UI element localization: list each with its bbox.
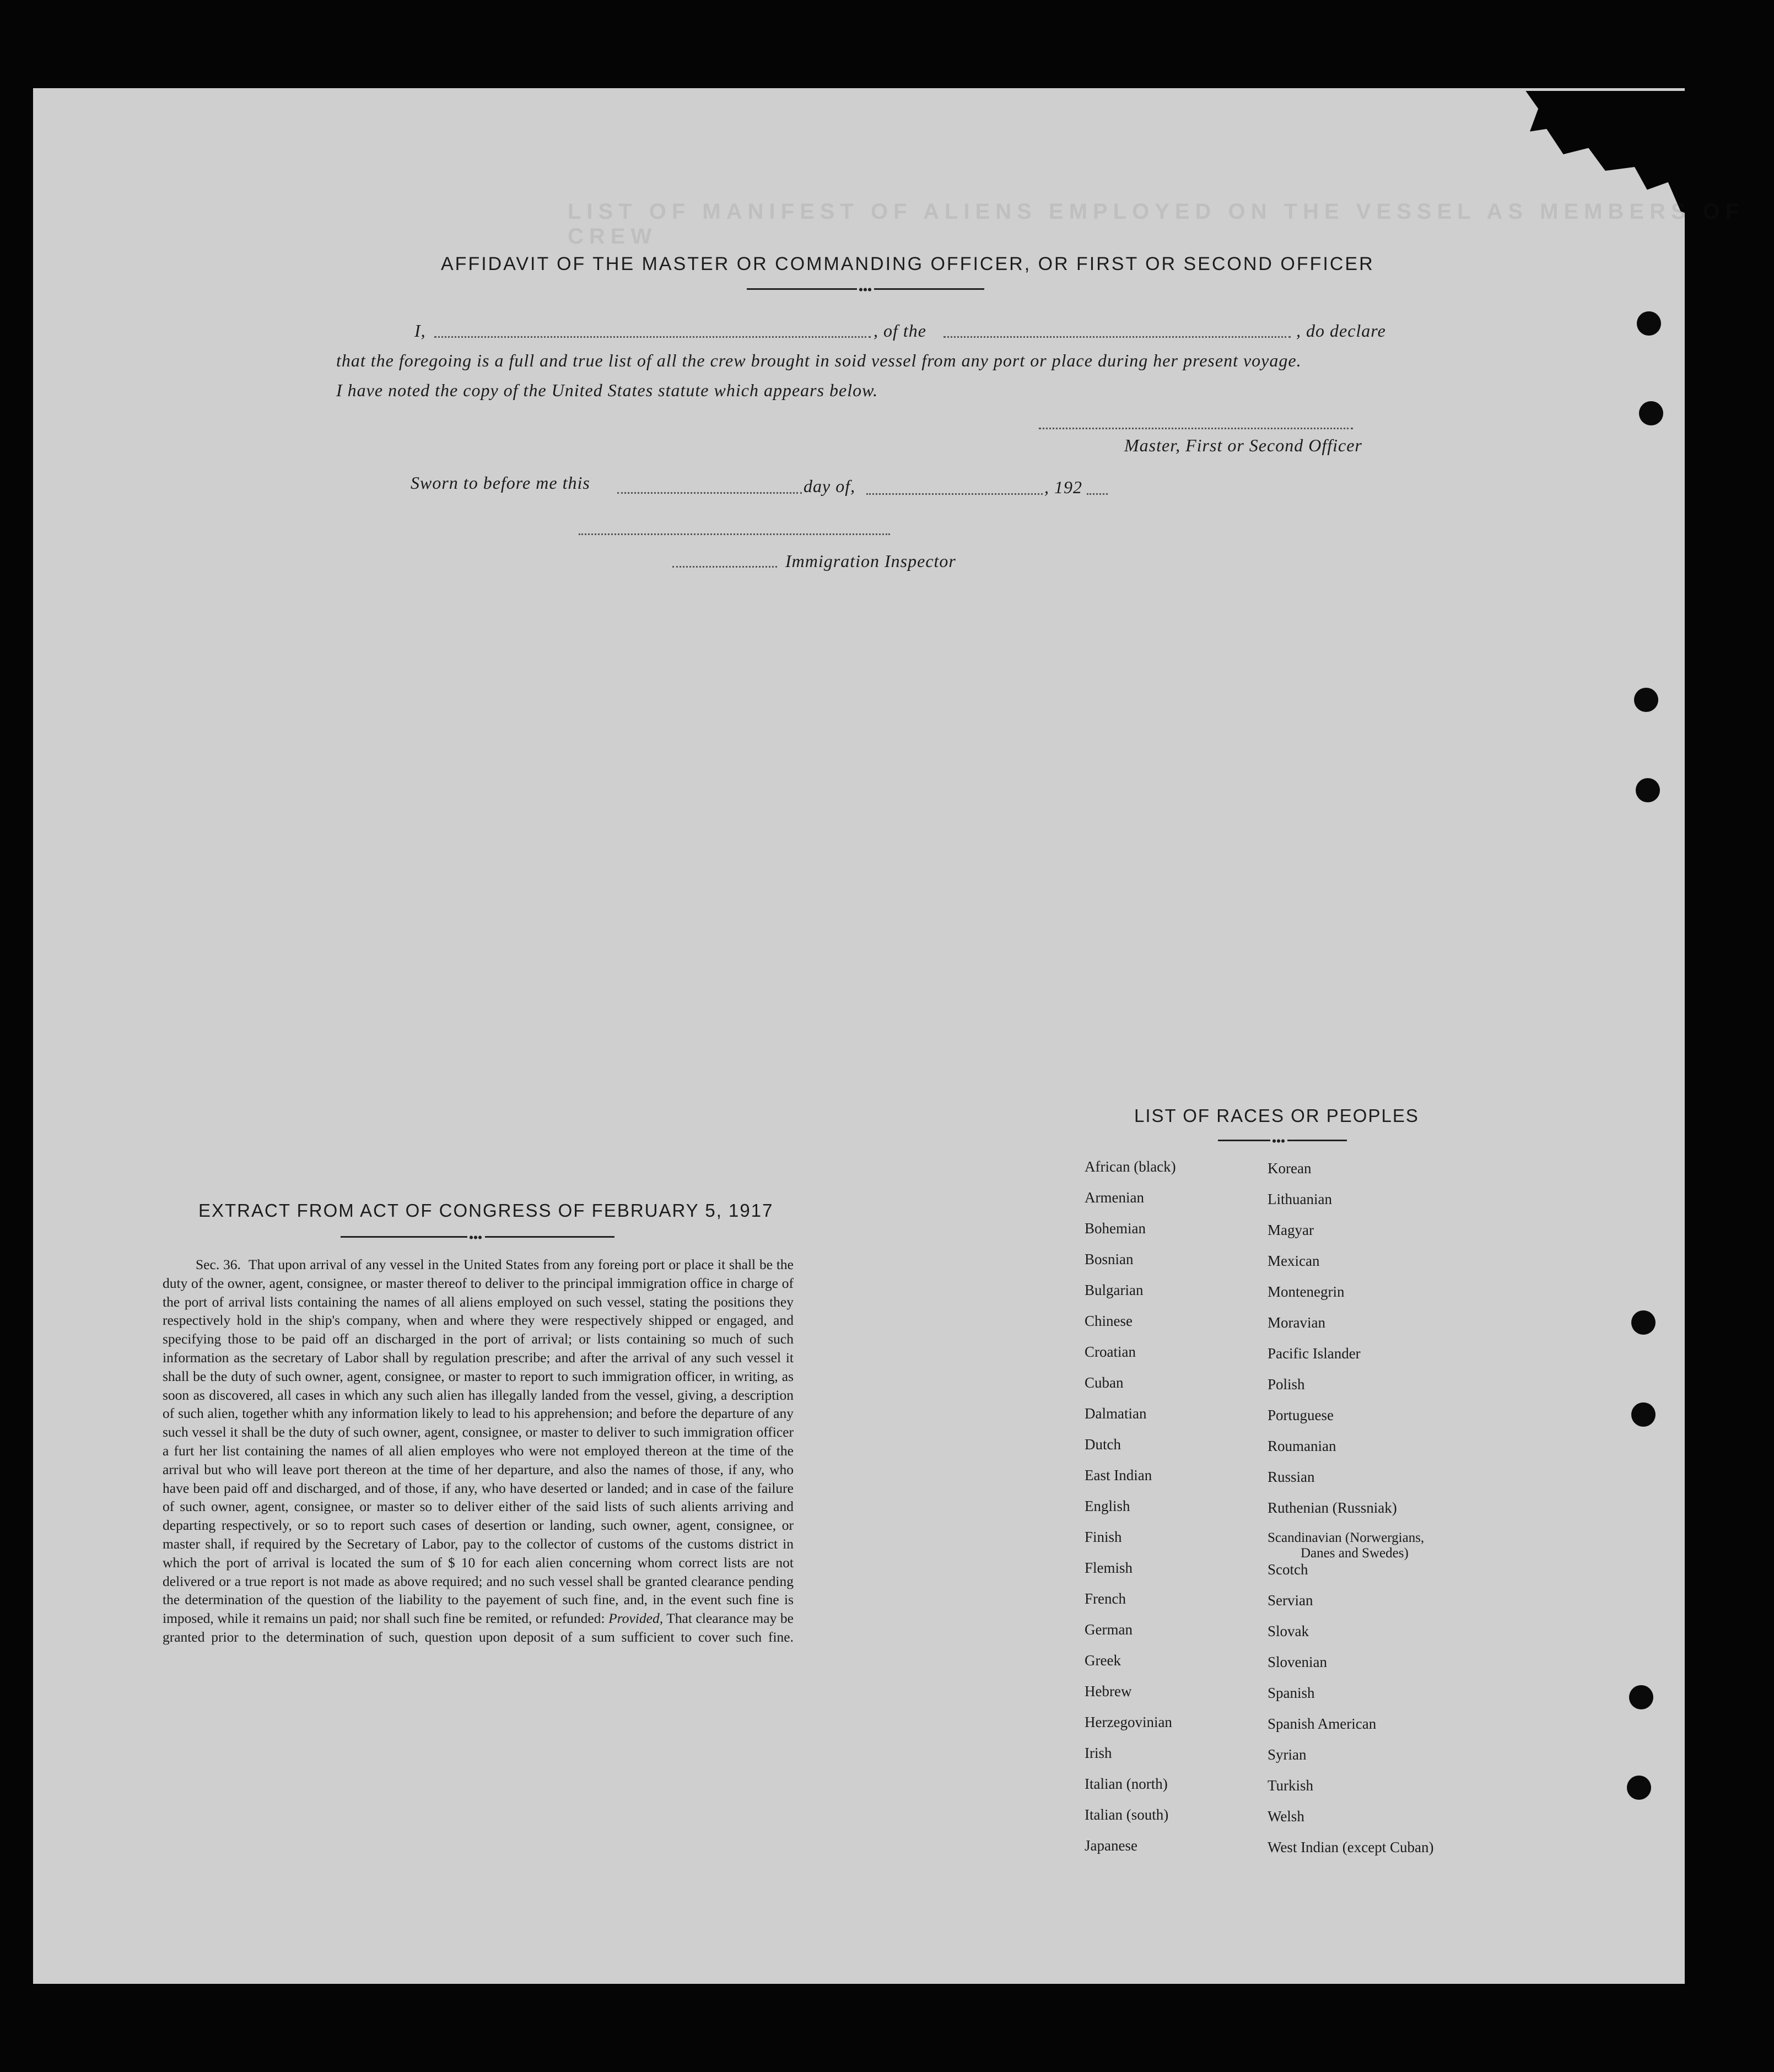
- race-item: Dalmatian: [1085, 1405, 1147, 1422]
- heading-rule: [1218, 1140, 1270, 1141]
- race-item: Bohemian: [1085, 1220, 1146, 1237]
- heading-rule: [341, 1236, 467, 1238]
- declarant-name-field[interactable]: [434, 336, 871, 338]
- punch-hole: [1631, 1402, 1656, 1427]
- punch-hole: [1634, 688, 1658, 712]
- punch-hole: [1629, 1685, 1653, 1709]
- race-item: Flemish: [1085, 1560, 1133, 1576]
- heading-rule-dots: [1272, 1139, 1285, 1143]
- heading-rule: [1287, 1140, 1347, 1141]
- race-item: Italian (south): [1085, 1806, 1169, 1823]
- race-item-continuation: Danes and Swedes): [1301, 1546, 1409, 1561]
- sworn-year-field[interactable]: [1087, 493, 1108, 495]
- race-item: French: [1085, 1590, 1126, 1607]
- sworn-label: Sworn to before me this: [411, 473, 590, 493]
- race-item: Turkish: [1268, 1777, 1314, 1794]
- vessel-name-field[interactable]: [943, 336, 1291, 338]
- statute-body: That upon arrival of any vessel in the United States from any foreing port or place it shall be the duty of the owner, agent, consignee, or master thereof to deliver to the principal immigration office in charge of the port of arrival lists containing the names of all aliens employed on such vessel, stating the positions they respectively hold in the ship's company, when and where they were respectively shipped or engaged, and specifying those to be paid off an discharged in the port of arrival; or lists containing so much of such information as the secretary of Labor shall by regulation prescribe; and after the arrival of any such vessel it shall be the duty of such owner, agent, consignee, or master to report to such immigration officer, in writing, as soon as discovered, all cases in which any such alien has illegally landed from the vessel, giving, a description of such alien, together whith any information likely to lead to his apprehension; and before the departure of any such vessel it shall be the duty of such owner, agent, consignee, or master to deliver to such immigration officer a furt her list containing the names of all alien employes who were not employed thereon at the time of the arrival but who will leave port thereon at the time of her departure, and also the names of those, if any, who have been paid off and discharged, and of those, if any, who have deserted or landed; and in case of the failure of such owner, agent, consignee, or master so to deliver either of the said lists of such alients arriving and departing respectively, or so to report such cases of desertion or landing, such owner, agent, consignee, or master shall, if required by the Secretary of Labor, pay to the collector of customs of the customs district in which the port of arrival is located the sum of $ 10 for each alien concerning whom correct lists are not delivered or a true report is not made as above required; and no such vessel shall be granted clearance pending the determination of the question of the liability to the payement of such fine, and, in the event such fine is imposed, while it remains un paid; nor shall such fine be remited, or refunded:: [163, 1256, 794, 1627]
- year-label: , 192: [1044, 477, 1082, 497]
- do-declare-label: , do declare: [1296, 321, 1386, 341]
- races-column-2: [1268, 1160, 1433, 1870]
- race-item: East Indian: [1085, 1467, 1152, 1483]
- bleed-through-text: LIST OF MANIFEST OF ALIENS EMPLOYED ON THE VESSEL AS MEMBERS OF CREW: [568, 199, 1745, 249]
- race-item: Korean: [1268, 1160, 1312, 1177]
- race-item: Chinese: [1085, 1313, 1133, 1329]
- punch-hole: [1639, 401, 1663, 425]
- heading-rule: [874, 288, 984, 290]
- statute-text: [163, 1255, 794, 1647]
- race-item: Moravian: [1268, 1314, 1325, 1331]
- sworn-month-field[interactable]: [866, 493, 1043, 495]
- section-label: Sec. 36.: [196, 1256, 241, 1272]
- of-the-label: , of the: [873, 321, 926, 341]
- inspector-caption-line: [672, 566, 777, 568]
- race-item: Greek: [1085, 1652, 1121, 1669]
- race-item: Irish: [1085, 1745, 1112, 1761]
- heading-rule: [747, 288, 857, 290]
- race-item: Scandinavian (Norwergians,: [1268, 1530, 1425, 1545]
- race-item: Italian (north): [1085, 1776, 1168, 1792]
- races-column-1: [1085, 1158, 1176, 1868]
- race-item: Lithuanian: [1268, 1191, 1332, 1207]
- race-item: Russian: [1268, 1469, 1315, 1485]
- race-item: Welsh: [1268, 1808, 1304, 1825]
- race-item: West Indian (except Cuban): [1268, 1839, 1434, 1855]
- punch-hole: [1631, 1310, 1656, 1335]
- race-item: Slovenian: [1268, 1654, 1327, 1670]
- race-item: Dutch: [1085, 1436, 1121, 1453]
- race-item: Roumanian: [1268, 1438, 1336, 1454]
- heading-rule-dots: [469, 1235, 482, 1239]
- declaration-text: that the foregoing is a full and true list of all the crew brought in soid vessel from any port or place during her present voyage.: [336, 350, 1302, 370]
- race-item: Hebrew: [1085, 1683, 1132, 1699]
- races-heading: LIST OF RACES OR PEOPLES: [1134, 1105, 1419, 1126]
- race-item: African (black): [1085, 1158, 1176, 1175]
- heading-rule-dots: [859, 288, 872, 292]
- race-item: Slovak: [1268, 1623, 1309, 1639]
- day-of-label: day of,: [804, 476, 856, 496]
- race-item: Armenian: [1085, 1189, 1144, 1206]
- race-item: Bulgarian: [1085, 1282, 1144, 1298]
- race-item: Spanish American: [1268, 1715, 1377, 1732]
- race-item: Montenegrin: [1268, 1283, 1345, 1300]
- punch-hole: [1637, 311, 1661, 336]
- race-item: Cuban: [1085, 1374, 1124, 1391]
- race-item: Ruthenian (Russniak): [1268, 1499, 1397, 1516]
- provided-label: Provided,: [608, 1610, 664, 1627]
- race-item: Herzegovinian: [1085, 1714, 1172, 1730]
- race-item: Pacific Islander: [1268, 1345, 1361, 1362]
- race-item: Bosnian: [1085, 1251, 1134, 1267]
- race-item: Polish: [1268, 1376, 1305, 1393]
- race-item: Syrian: [1268, 1746, 1307, 1763]
- punch-hole: [1627, 1776, 1651, 1800]
- declarant-prefix: I,: [414, 321, 426, 341]
- race-item: English: [1085, 1498, 1130, 1514]
- race-item: Portuguese: [1268, 1407, 1334, 1423]
- extract-heading: EXTRACT FROM ACT OF CONGRESS OF FEBRUARY 5, 1917: [198, 1200, 774, 1221]
- race-item: Finish: [1085, 1529, 1122, 1545]
- sworn-day-field[interactable]: [617, 492, 802, 494]
- affidavit-heading: AFFIDAVIT OF THE MASTER OR COMMANDING OFFICER, OR FIRST OR SECOND OFFICER: [441, 253, 1374, 274]
- master-signature-caption: Master, First or Second Officer: [1124, 435, 1362, 455]
- document-page: [33, 88, 1685, 1984]
- inspector-caption: Immigration Inspector: [785, 551, 956, 571]
- race-item: Magyar: [1268, 1222, 1314, 1238]
- race-item: Mexican: [1268, 1253, 1320, 1269]
- race-item: Japanese: [1085, 1837, 1137, 1854]
- heading-rule: [485, 1236, 614, 1238]
- race-item: German: [1085, 1621, 1133, 1638]
- master-signature-field[interactable]: [1039, 428, 1353, 429]
- race-item: Croatian: [1085, 1343, 1136, 1360]
- inspector-signature-field[interactable]: [579, 533, 890, 535]
- race-item: Spanish: [1268, 1685, 1315, 1701]
- statute-end: That clearance may be granted prior to the determination of such, question upon deposit of a sum sufficient to cover such fine.: [163, 1610, 794, 1645]
- punch-hole: [1636, 778, 1660, 802]
- race-item: Scotch: [1268, 1561, 1308, 1578]
- race-item: Servian: [1268, 1592, 1313, 1609]
- statute-note: I have noted the copy of the United States statute which appears below.: [336, 380, 878, 400]
